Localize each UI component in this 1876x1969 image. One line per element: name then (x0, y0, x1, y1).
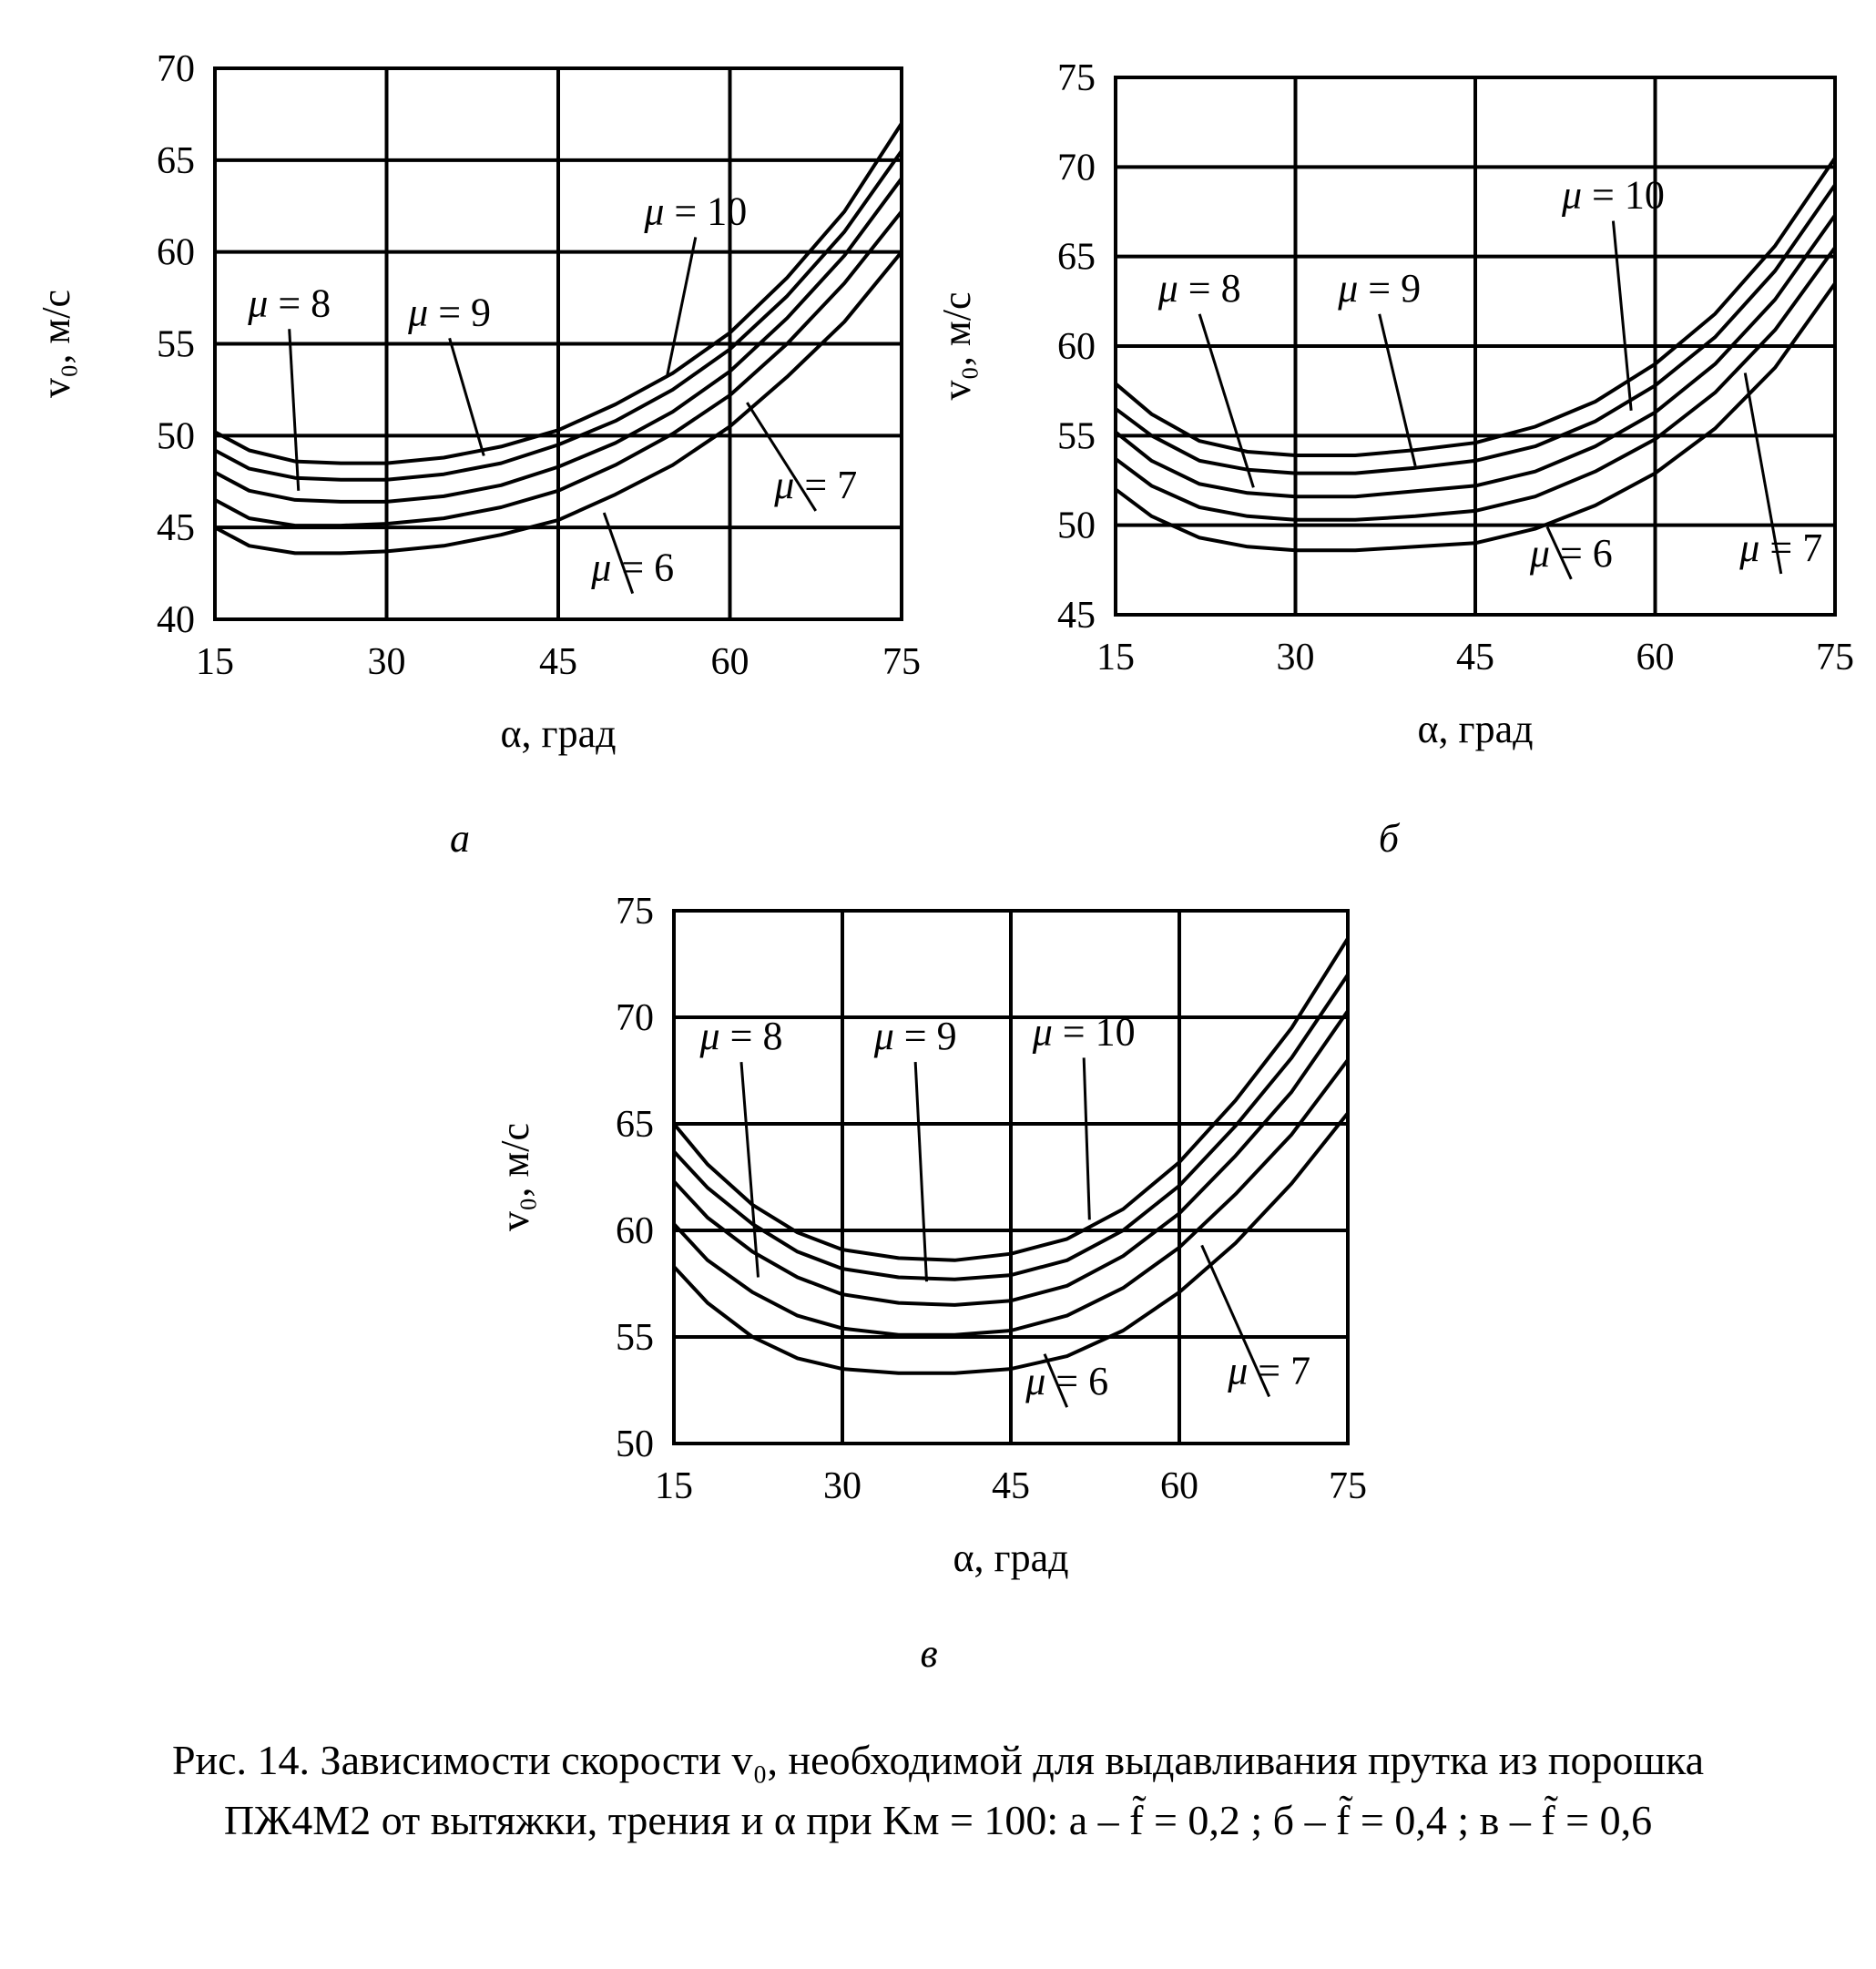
chart-v (493, 891, 1367, 1676)
y-tick-label: 60 (1057, 326, 1096, 368)
x-tick-label: 60 (1636, 637, 1675, 678)
annotation-leader (290, 329, 299, 491)
x-tick-label: 15 (196, 641, 234, 683)
y-tick-label: 75 (616, 891, 654, 933)
annotation-leader (1613, 221, 1631, 411)
x-axis-label: α, град (500, 711, 617, 756)
annotation-label: μ = 10 (1032, 1009, 1136, 1055)
annotation-leader (1380, 314, 1416, 466)
annotation-label: μ = 10 (1561, 172, 1665, 218)
caption-line-1: Рис. 14. Зависимости скорости v₀, необходимой для выдавливания прутка из порошка (171, 1737, 1705, 1783)
chart-a (34, 48, 921, 861)
x-tick-label: 15 (1096, 637, 1135, 678)
y-tick-label: 70 (616, 997, 654, 1039)
y-axis-label: v₀, м/с (934, 291, 979, 401)
annotation-label: μ = 7 (1739, 525, 1823, 570)
panel-label: б (1378, 816, 1400, 861)
y-tick-label: 50 (616, 1423, 654, 1465)
y-tick-label: 40 (157, 599, 195, 641)
annotation-label: μ = 6 (1025, 1359, 1109, 1404)
annotation-label: μ = 10 (644, 189, 748, 234)
y-tick-label: 70 (1057, 147, 1096, 189)
x-tick-label: 60 (710, 641, 749, 683)
annotation-leader (915, 1062, 926, 1281)
y-tick-label: 65 (616, 1104, 654, 1146)
x-tick-label: 45 (539, 641, 577, 683)
panel-label: в (920, 1631, 938, 1676)
x-tick-label: 45 (1456, 637, 1494, 678)
y-tick-label: 50 (1057, 505, 1096, 547)
x-tick-label: 45 (992, 1465, 1030, 1507)
x-axis-label: α, град (1417, 707, 1534, 751)
y-tick-label: 55 (157, 323, 195, 366)
x-tick-label: 75 (1816, 637, 1854, 678)
annotation-label: μ = 6 (591, 545, 675, 590)
x-tick-label: 30 (823, 1465, 862, 1507)
x-tick-label: 30 (367, 641, 406, 683)
y-tick-label: 75 (1057, 57, 1096, 99)
x-tick-label: 60 (1160, 1465, 1198, 1507)
annotation-label: μ = 8 (248, 281, 331, 326)
y-tick-label: 55 (1057, 415, 1096, 458)
y-tick-label: 70 (157, 48, 195, 90)
y-tick-label: 55 (616, 1317, 654, 1359)
x-tick-label: 75 (882, 641, 921, 683)
y-axis-label: v₀, м/с (493, 1123, 537, 1231)
y-tick-label: 45 (1057, 595, 1096, 637)
annotation-label: μ = 6 (1529, 530, 1613, 576)
x-tick-label: 75 (1329, 1465, 1367, 1507)
x-tick-label: 15 (655, 1465, 693, 1507)
annotation-leader (1084, 1057, 1089, 1219)
annotation-label: μ = 7 (774, 462, 858, 507)
annotation-label: μ = 8 (699, 1014, 783, 1059)
y-tick-label: 60 (157, 231, 195, 274)
y-tick-label: 60 (616, 1210, 654, 1252)
caption-line-2: ПЖ4М2 от вытяжки, трения и α при Kм = 100: а – f̃ = 0,2 ; б – f̃ = 0,4 ; в – f̃ = 0,6 (223, 1797, 1653, 1843)
annotation-label: μ = 8 (1157, 265, 1241, 311)
y-tick-label: 50 (157, 415, 195, 458)
y-tick-label: 65 (1057, 236, 1096, 279)
annotation-label: μ = 9 (873, 1014, 957, 1059)
panel-label: а (450, 816, 470, 861)
y-tick-label: 45 (157, 507, 195, 550)
annotation-label: μ = 9 (1338, 265, 1422, 311)
annotation-leader (667, 237, 695, 376)
figure-caption (55, 1730, 1821, 1851)
chart-b (934, 57, 1854, 861)
x-tick-label: 30 (1276, 637, 1315, 678)
annotation-leader (450, 338, 484, 455)
y-tick-label: 65 (157, 139, 195, 182)
x-axis-label: α, град (953, 1535, 1069, 1580)
annotation-label: μ = 9 (408, 290, 492, 335)
annotation-label: μ = 7 (1228, 1348, 1311, 1393)
y-axis-label: v₀, м/с (34, 290, 78, 398)
